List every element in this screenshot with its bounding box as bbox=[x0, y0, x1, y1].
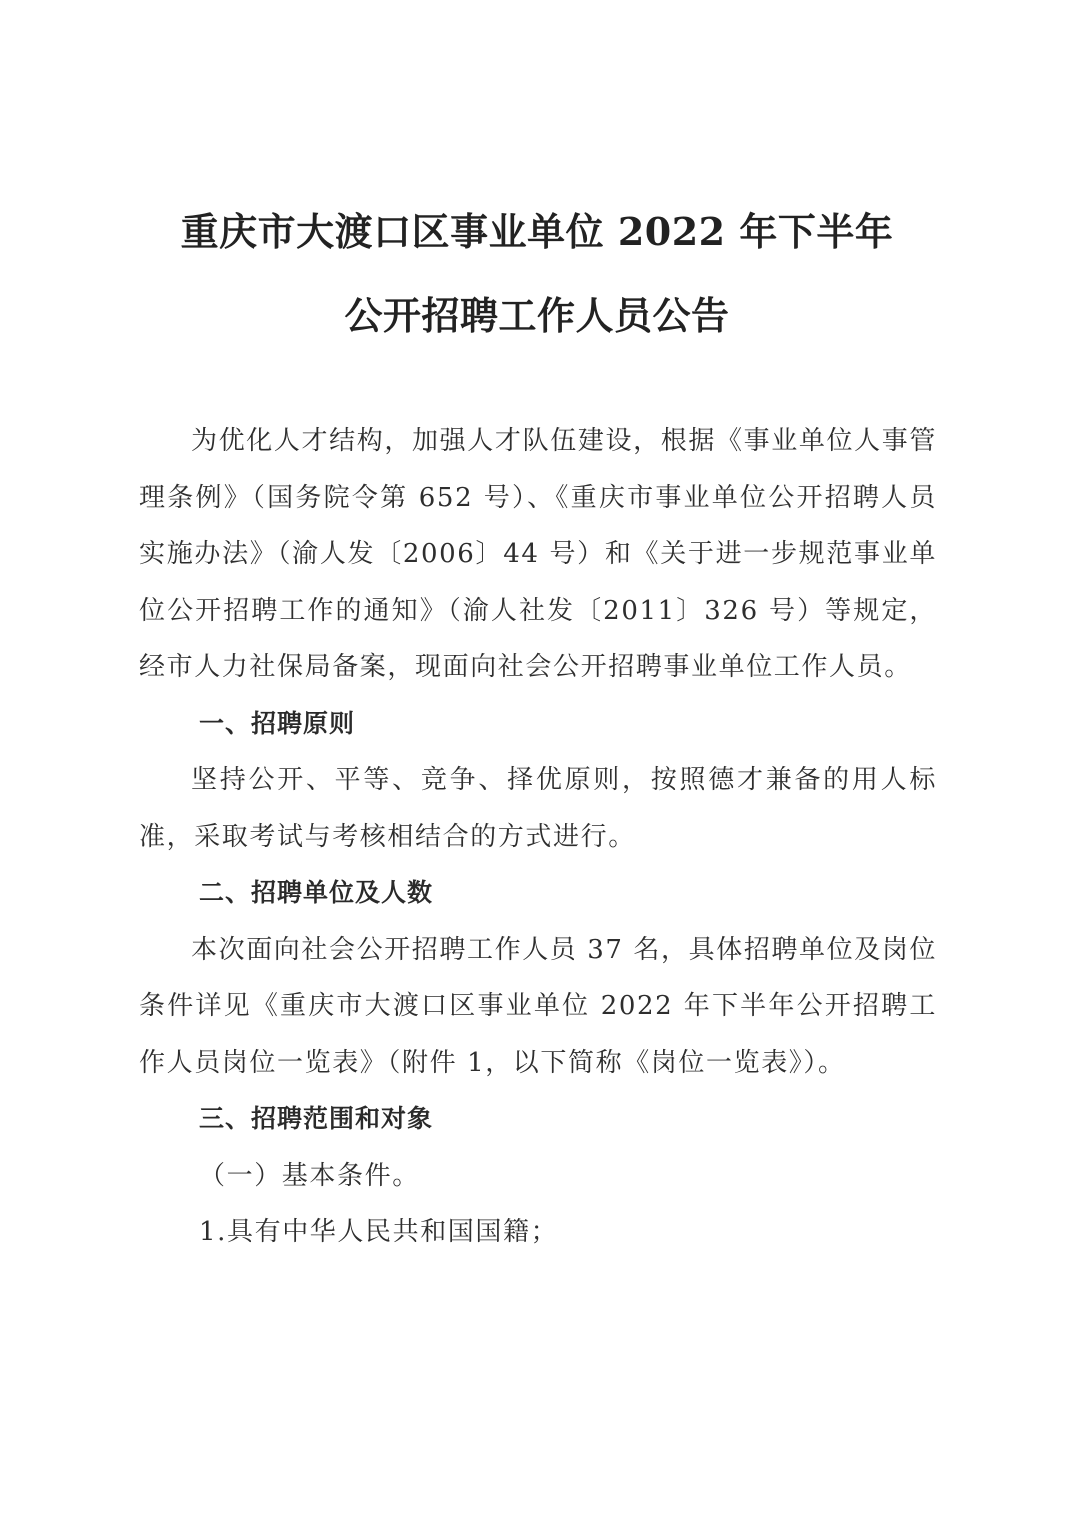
section-heading-units: 二、招聘单位及人数 bbox=[199, 878, 434, 907]
section-heading-principles: 一、招聘原则 bbox=[199, 708, 356, 738]
section-heading-scope: 三、招聘范围和对象 bbox=[199, 1104, 434, 1133]
condition-item-1: 1.具有中华人民共和国国籍； bbox=[199, 1217, 559, 1247]
subsection-basic-conditions: （一）基本条件。 bbox=[199, 1160, 420, 1191]
document-body bbox=[139, 413, 937, 1261]
principles-paragraph: 坚持公开、平等、竞争、择优原则，按照德才兼备的用人标准，采取考试与考核相结合的方式进行。 bbox=[139, 765, 937, 852]
intro-paragraph: 为优化人才结构，加强人才队伍建设，根据《事业单位人事管理条例》（国务院令第 652 号）、《重庆市事业单位公开招聘人员实施办法》（渝人发〔2006〕44 号）和《关于进一步规范事业单位公开招聘工作的通知》（渝人社发〔2011〕326 号）等规定，经市人力社保局备案，现面向社会公开招聘事业单位工作人员。 bbox=[139, 426, 937, 682]
document-title-line2: 公开招聘工作人员公告 bbox=[344, 293, 730, 338]
document-title-line1: 重庆市大渡口区事业单位 2022 年下半年 bbox=[180, 209, 894, 254]
units-paragraph: 本次面向社会公开招聘工作人员 37 名，具体招聘单位及岗位条件详见《重庆市大渡口区事业单位 2022 年下半年公开招聘工作人员岗位一览表》（附件 1，以下简称《岗位一览表》）。 bbox=[139, 934, 938, 1078]
